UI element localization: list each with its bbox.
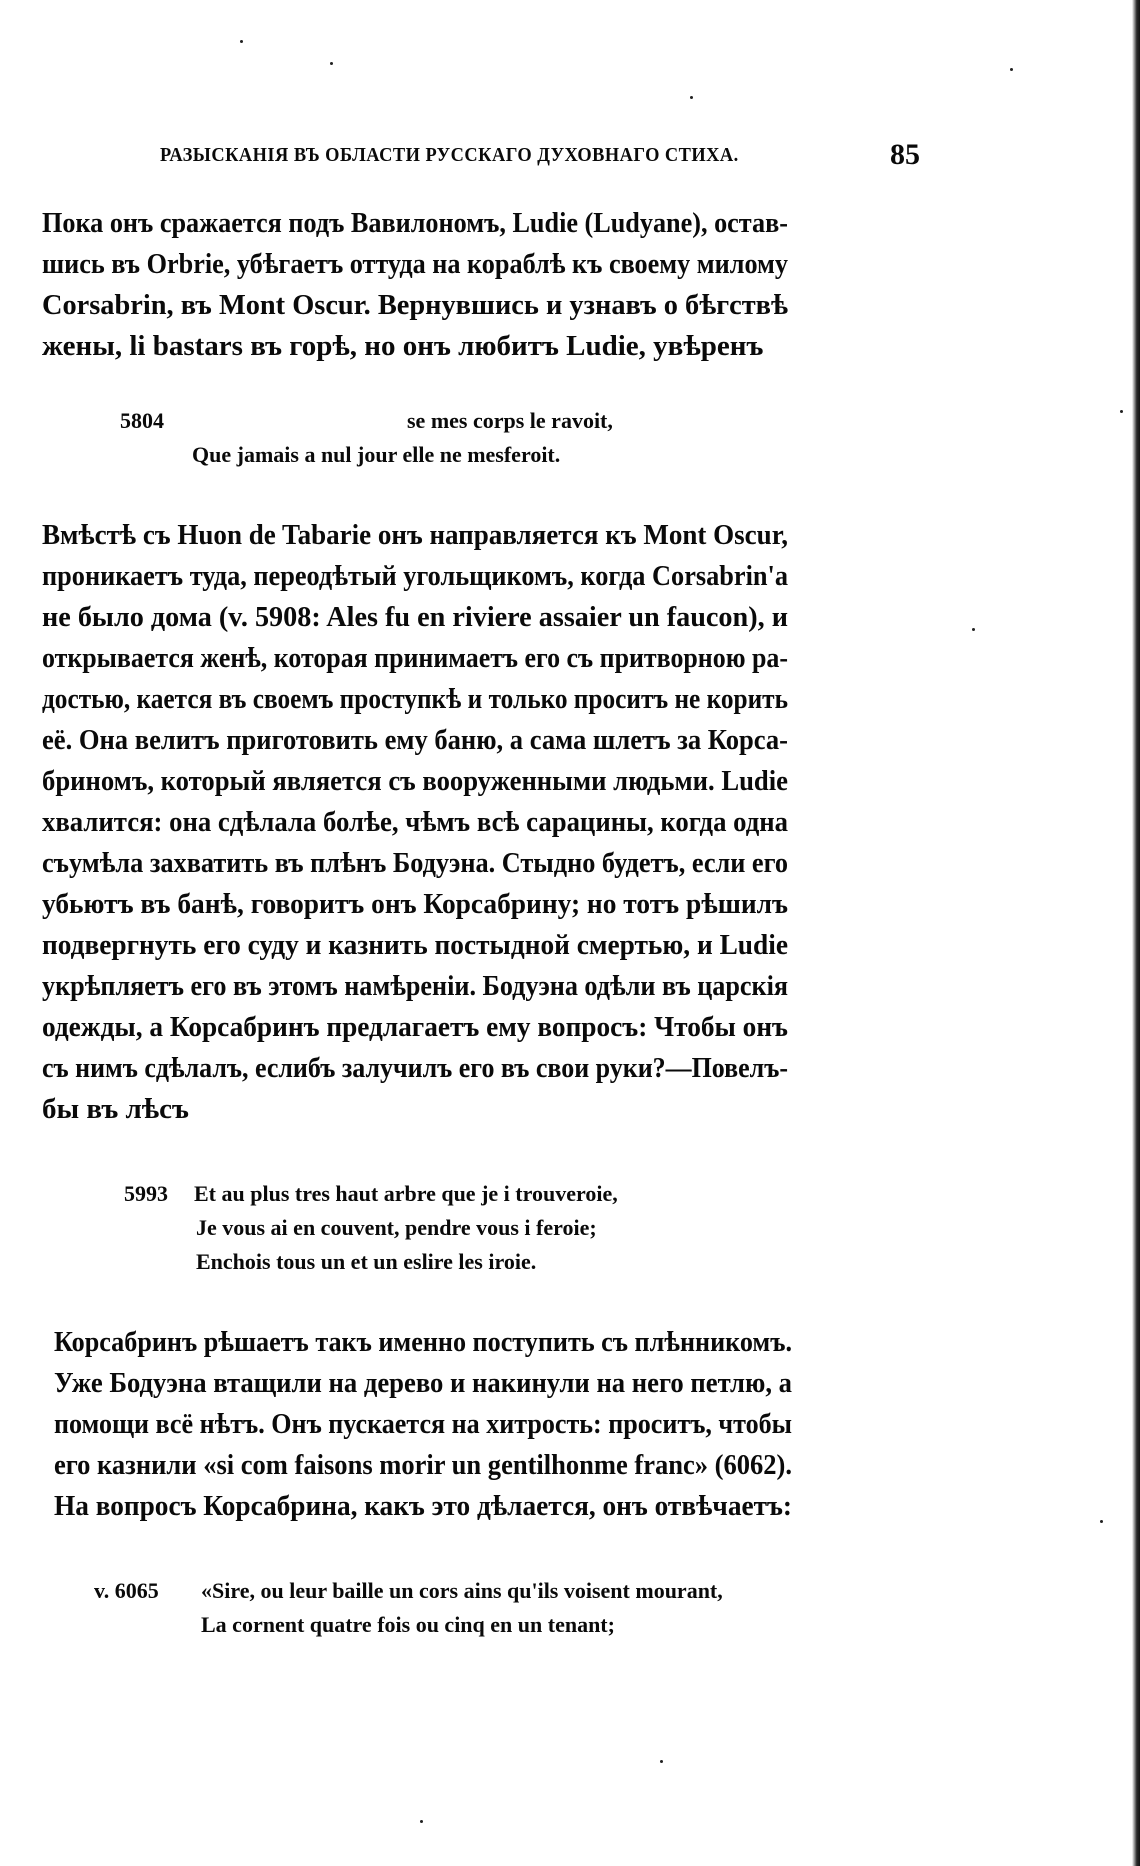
verse-text: se mes corps le ravoit, (407, 408, 613, 433)
text-line: его казнили «si com faisons morir un gentilhonme franc» (6062). (54, 1449, 793, 1481)
verse-line (120, 404, 613, 438)
verse-text: «Sire, ou leur baille un cors ains qu'ils voisent mourant, (201, 1578, 723, 1603)
print-speck (420, 1820, 423, 1823)
text-line: На вопросъ Корсабрина, какъ это дѣлается, онъ отвѣчаетъ: (54, 1490, 793, 1522)
text-line: одежды, а Корсабринъ предлагаетъ ему вопросъ: Чтобы онъ (42, 1011, 788, 1043)
verse-number: 5804 (120, 408, 164, 433)
print-speck (1100, 1520, 1103, 1523)
verse-number: 5993 (124, 1181, 168, 1206)
text-line: Пока онъ сражается подъ Вавилономъ, Ludie (Ludyane), остав- (42, 207, 788, 239)
paragraph-2 (42, 515, 897, 1130)
verse-number: v. 6065 (94, 1578, 159, 1603)
text-line: бриномъ, который является съ вооруженными людьми. Ludie (42, 765, 788, 797)
page-edge-shadow (1132, 0, 1140, 1866)
text-line: помощи всё нѣтъ. Онъ пускается на хитрость: проситъ, чтобы (54, 1408, 792, 1440)
text-line: съумѣла захватить въ плѣнъ Бодуэна. Стыдно будетъ, если его (42, 847, 789, 879)
text-line: укрѣпляетъ его въ этомъ намѣреніи. Бодуэна одѣли въ царскія (42, 970, 789, 1002)
print-speck (660, 1760, 663, 1763)
text-line: шись въ Orbrie, убѣгаетъ оттуда на кораблѣ къ своему милому (42, 248, 789, 280)
text-line: достью, кается въ своемъ проступкѣ и только проситъ не корить (42, 683, 788, 715)
verse-line (124, 1177, 618, 1211)
print-speck (972, 628, 975, 631)
page-number: 85 (890, 138, 920, 171)
text-line: Corsabrin, въ Mont Oscur. Вернувшись и узнавъ о бѣгствѣ (42, 289, 788, 321)
print-speck (240, 40, 243, 43)
verse-quote-2 (124, 1177, 618, 1279)
text-line: съ нимъ сдѣлалъ, еслибъ залучилъ его въ свои руки?—Повелъ- (42, 1052, 788, 1084)
print-speck (1010, 68, 1013, 71)
text-line: открывается женѣ, которая принимаетъ его съ притворною ра- (42, 642, 788, 674)
verse-line: Enchois tous un et un eslire les iroie. (196, 1249, 537, 1274)
text-line: не было дома (v. 5908: Ales fu en riviere assaier un faucon), и (42, 601, 788, 633)
running-header (160, 138, 920, 174)
verse-quote-3 (94, 1574, 723, 1642)
text-line: проникаетъ туда, переодѣтый угольщикомъ, когда Corsabrin'а (42, 560, 788, 592)
text-line: бы въ лѣсъ (42, 1093, 189, 1125)
verse-line: Je vous ai en couvent, pendre vous i feroie; (196, 1215, 597, 1240)
paragraph-1 (42, 203, 868, 367)
text-line: Уже Бодуэна втащили на дерево и накинули на него петлю, а (54, 1367, 793, 1399)
print-speck (1120, 410, 1123, 413)
verse-line: Que jamais a nul jour elle ne mesferoit. (192, 442, 561, 467)
verse-line (94, 1574, 723, 1608)
text-line: её. Она велитъ приготовить ему баню, а сама шлетъ за Корса- (42, 724, 789, 756)
text-line: подвергнуть его суду и казнить постыдной смертью, и Ludie (42, 929, 788, 961)
running-title: РАЗЫСКАНІЯ ВЪ ОБЛАСТИ РУССКАГО ДУХОВНАГО СТИХА. (160, 144, 739, 166)
text-line: убьютъ въ банѣ, говоритъ онъ Корсабрину; но тотъ рѣшилъ (42, 888, 788, 920)
text-line: хвалится: она сдѣлала болѣе, чѣмъ всѣ сарацины, когда одна (42, 806, 788, 838)
verse-text: Et au plus tres haut arbre que je i trouveroie, (194, 1181, 618, 1206)
verse-quote-1 (120, 404, 613, 472)
print-speck (690, 96, 693, 99)
text-line: Корсабринъ рѣшаетъ такъ именно поступить съ плѣнникомъ. (54, 1326, 792, 1358)
print-speck (330, 62, 333, 65)
text-line: жены, li bastars въ горѣ, но онъ любитъ Ludie, увѣренъ (42, 330, 764, 362)
paragraph-3 (54, 1322, 875, 1527)
verse-line: La cornent quatre fois ou cinq en un tenant; (201, 1612, 615, 1637)
text-line: Вмѣстѣ съ Huon de Tabarie онъ направляется къ Mont Oscur, (42, 519, 788, 551)
